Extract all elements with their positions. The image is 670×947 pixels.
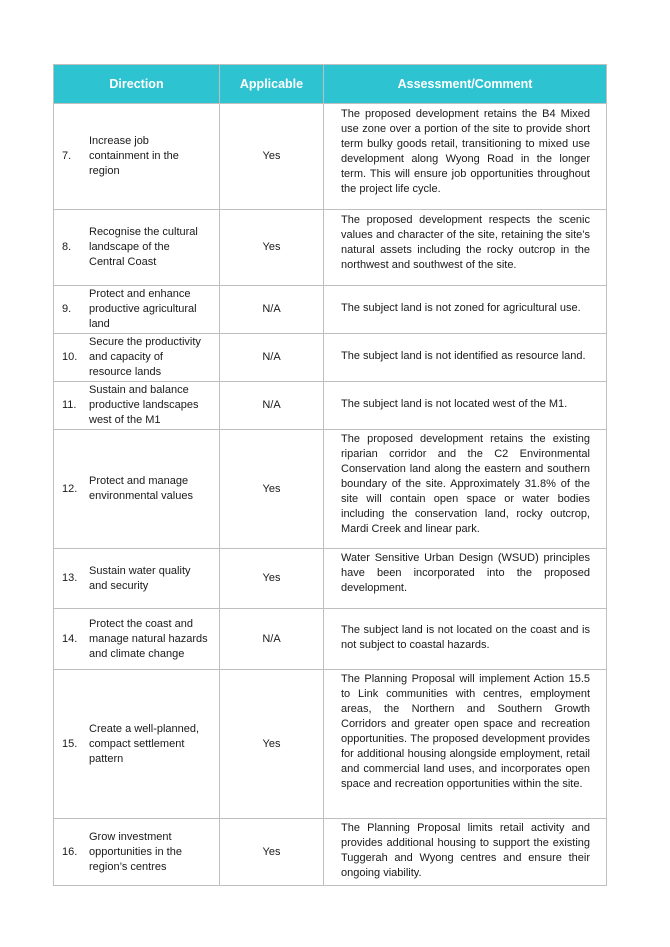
applicable-cell: N/A <box>220 286 324 334</box>
applicable-cell: N/A <box>220 382 324 430</box>
row-number: 11. <box>62 399 77 411</box>
table-row <box>54 210 607 286</box>
applicable-cell: Yes <box>220 210 324 286</box>
assessment-cell: The subject land is not located west of the M1. <box>324 382 607 430</box>
assessment-cell: The Planning Proposal will implement Action 15.5 to Link communities with centres, employment areas, the Northern and Southern Growth Corridors and greater open space and recreation opportunities. The proposed development provides for additional housing alongside employment, retail and commercial land uses, and incorporates open space and recreation opportunities within the site. <box>324 670 607 819</box>
applicable-cell: N/A <box>220 609 324 670</box>
applicable-cell: Yes <box>220 104 324 210</box>
direction-text: Protect and enhance productive agricultural land <box>89 288 197 330</box>
table-row <box>54 430 607 549</box>
direction-cell <box>54 286 220 334</box>
table-row <box>54 382 607 430</box>
row-number: 12. <box>62 482 78 495</box>
table-row <box>54 819 607 886</box>
direction-cell <box>54 430 220 549</box>
direction-text: Secure the productivity and capacity of resource lands <box>89 336 201 378</box>
applicable-cell: Yes <box>220 819 324 886</box>
row-number: 16. <box>62 845 78 858</box>
applicable-cell: Yes <box>220 430 324 549</box>
row-number: 10. <box>62 351 78 363</box>
direction-text: Recognise the cultural landscape of the Central Coast <box>89 226 198 268</box>
row-number: 14. <box>62 632 78 645</box>
direction-text: Increase job containment in the region <box>89 135 179 177</box>
direction-text: Protect the coast and manage natural hazards and climate change <box>89 617 208 660</box>
applicable-cell: Yes <box>220 549 324 609</box>
assessment-cell: The subject land is not identified as resource land. <box>324 334 607 382</box>
direction-cell <box>54 210 220 286</box>
table-row <box>54 104 607 210</box>
assessment-cell: Water Sensitive Urban Design (WSUD) principles have been incorporated into the proposed development. <box>324 549 607 609</box>
direction-cell <box>54 104 220 210</box>
row-number: 9. <box>62 303 72 315</box>
direction-cell <box>54 549 220 609</box>
assessment-cell: The proposed development respects the scenic values and character of the site, retaining the site’s natural assets including the rocky outcrop in the northwest and southwest of the site. <box>324 210 607 286</box>
row-number: 15. <box>62 737 78 750</box>
assessment-cell: The proposed development retains the existing riparian corridor and the C2 Environmental Conservation land along the eastern and southern boundary of the site. Approximately 31.8% of the site will contain open space or water bodies including the conservation land, rocky outcrop, Mardi Creek and linear park. <box>324 430 607 549</box>
table-row <box>54 334 607 382</box>
assessment-cell: The subject land is not located on the coast and is not subject to coastal hazards. <box>324 609 607 670</box>
applicable-cell: Yes <box>220 670 324 819</box>
direction-assessment-table <box>53 64 607 886</box>
table-row <box>54 609 607 670</box>
direction-cell <box>54 819 220 886</box>
direction-cell <box>54 382 220 430</box>
header-direction: Direction <box>54 65 220 104</box>
direction-text: Create a well-planned, compact settlement pattern <box>89 722 200 765</box>
assessment-cell: The proposed development retains the B4 Mixed use zone over a portion of the site to provide short term bulky goods retail, transitioning to mixed use development along Wyong Road in the longer term. This will ensure job opportunities throughout the project life cycle. <box>324 104 607 210</box>
row-number: 13. <box>62 572 78 584</box>
header-applicable: Applicable <box>220 65 324 104</box>
table-row <box>54 670 607 819</box>
assessment-cell: The Planning Proposal limits retail activity and provides additional housing to support the existing Tuggerah and Wyong centres and ensure their ongoing viability. <box>324 819 607 886</box>
header-assessment: Assessment/Comment <box>324 65 607 104</box>
assessment-cell: The subject land is not zoned for agricultural use. <box>324 286 607 334</box>
direction-cell <box>54 609 220 670</box>
direction-text: Sustain water quality and security <box>89 564 191 592</box>
table-row <box>54 549 607 609</box>
applicable-cell: N/A <box>220 334 324 382</box>
direction-cell <box>54 334 220 382</box>
table-header-row <box>54 65 607 104</box>
direction-text: Sustain and balance productive landscapes west of the M1 <box>89 384 199 426</box>
direction-text: Protect and manage environmental values <box>89 475 193 502</box>
direction-cell <box>54 670 220 819</box>
table-row <box>54 286 607 334</box>
direction-text: Grow investment opportunities in the region’s centres <box>89 830 182 873</box>
row-number: 8. <box>62 241 72 253</box>
row-number: 7. <box>62 150 72 162</box>
